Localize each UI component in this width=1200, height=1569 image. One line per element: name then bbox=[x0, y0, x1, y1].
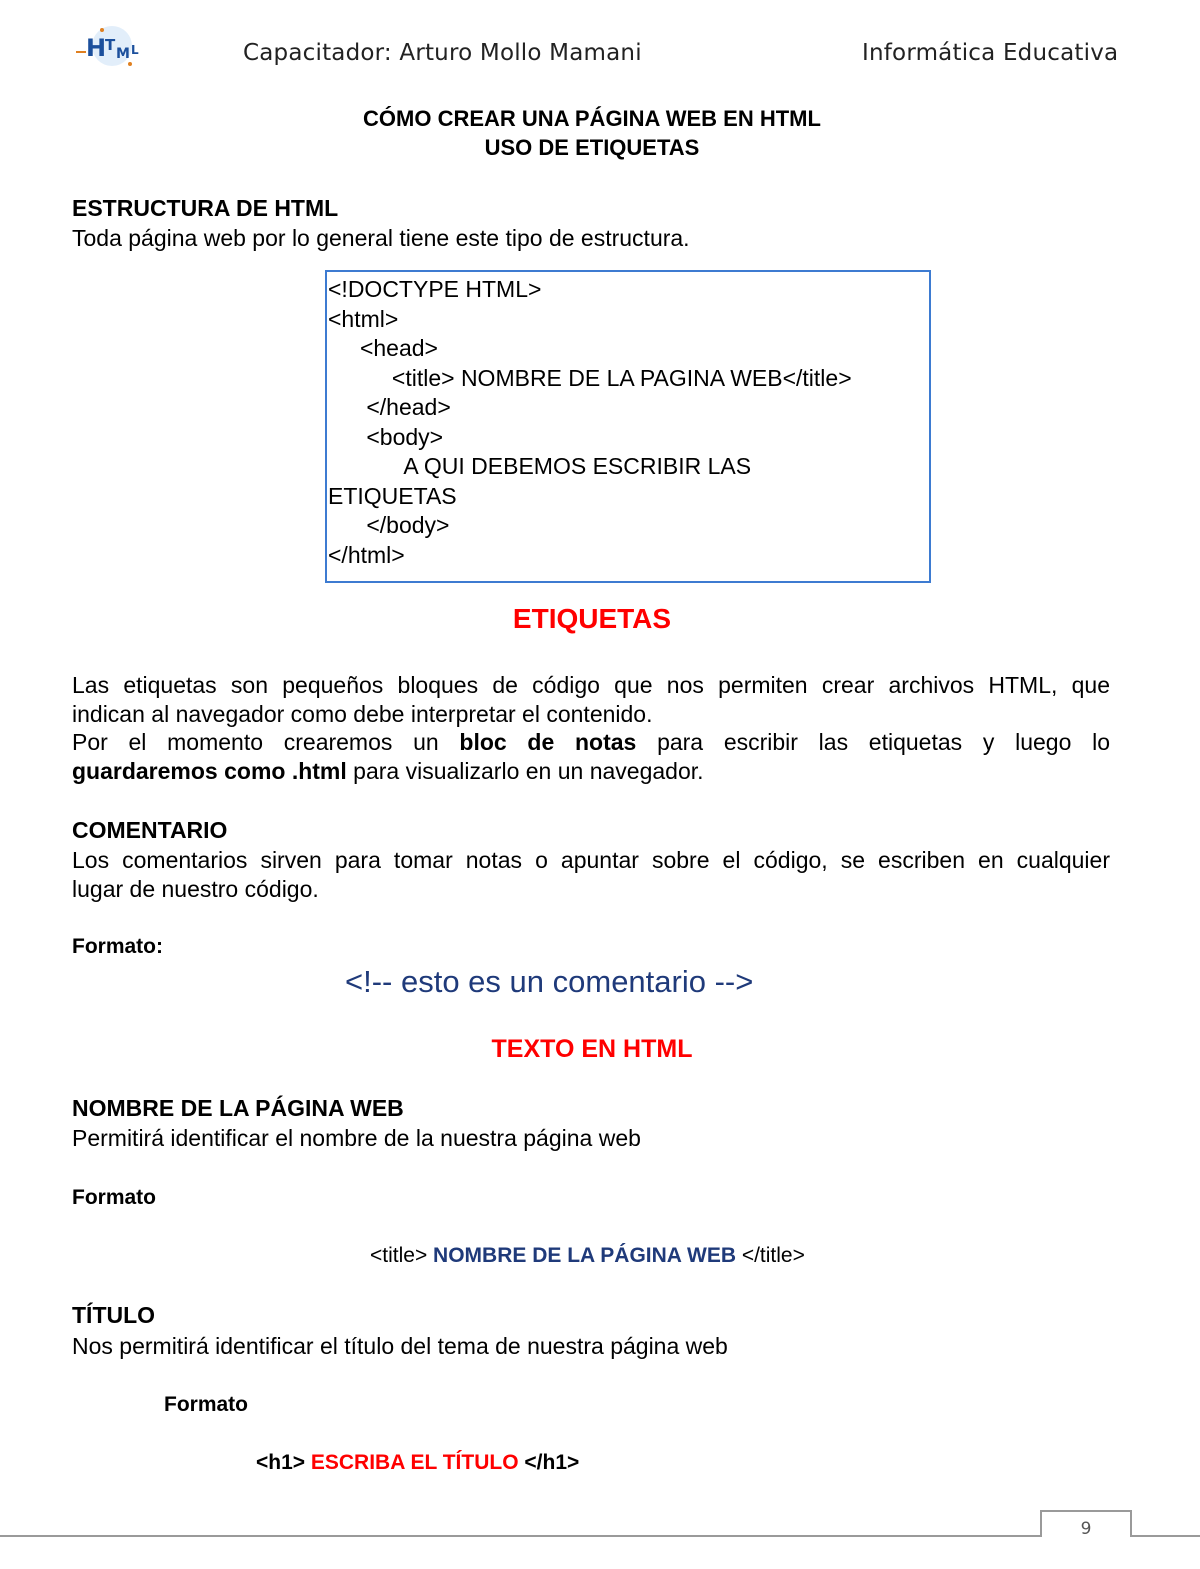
titulo-format-label: Formato bbox=[164, 1393, 248, 1416]
h1-tag-example bbox=[256, 1451, 579, 1475]
section-heading-titulo: TÍTULO bbox=[72, 1302, 156, 1328]
title-tag-example bbox=[370, 1244, 805, 1268]
code-line: </head> bbox=[328, 394, 451, 420]
section-heading-nombre-pagina: NOMBRE DE LA PÁGINA WEB bbox=[72, 1095, 404, 1121]
titulo-text: Nos permitirá identificar el título del tema de nuestra página web bbox=[72, 1333, 728, 1359]
svg-text:T: T bbox=[105, 36, 116, 54]
svg-text:H: H bbox=[86, 34, 107, 62]
text-run: Por el momento crearemos un bbox=[72, 729, 460, 755]
html-logo bbox=[72, 16, 150, 72]
code-line: ETIQUETAS bbox=[328, 482, 457, 509]
bold-text-run: bloc de notas bbox=[459, 729, 637, 755]
section-heading-estructura: ESTRUCTURA DE HTML bbox=[72, 195, 339, 221]
comment-example: <!-- esto es un comentario --> bbox=[345, 964, 754, 999]
etiquetas-paragraph-line2: indican al navegador como debe interpretar el contenido. bbox=[72, 701, 653, 727]
document-title: CÓMO CREAR UNA PÁGINA WEB EN HTML bbox=[363, 106, 821, 131]
etiquetas-paragraph-line3 bbox=[72, 728, 1110, 757]
svg-text:M: M bbox=[116, 46, 130, 62]
footer-rule bbox=[1132, 1535, 1200, 1537]
section-heading-texto-html: TEXTO EN HTML bbox=[491, 1035, 693, 1063]
code-line: A QUI DEBEMOS ESCRIBIR LAS bbox=[328, 453, 752, 479]
tag-open: <h1> bbox=[256, 1451, 311, 1474]
header-author: Capacitador: Arturo Mollo Mamani bbox=[243, 40, 642, 66]
tag-close: </h1> bbox=[518, 1451, 580, 1474]
header-course: Informática Educativa bbox=[862, 40, 1119, 66]
section-heading-comentario: COMENTARIO bbox=[72, 817, 228, 843]
tag-close: </title> bbox=[736, 1244, 805, 1267]
comentario-paragraph-line2: lugar de nuestro código. bbox=[72, 876, 319, 902]
tag-content: NOMBRE DE LA PÁGINA WEB bbox=[433, 1244, 736, 1267]
document-subtitle: USO DE ETIQUETAS bbox=[484, 135, 700, 160]
comentario-paragraph-line1: Los comentarios sirven para tomar notas o apuntar sobre el código, se escriben en cualquier bbox=[72, 847, 1110, 873]
comentario-format-label: Formato: bbox=[72, 935, 163, 958]
etiquetas-paragraph-line1: Las etiquetas son pequeños bloques de código que nos permiten crear archivos HTML, que bbox=[72, 672, 1110, 698]
code-line: <!DOCTYPE HTML> bbox=[328, 276, 542, 302]
code-line: <body> bbox=[328, 423, 444, 450]
tag-content: ESCRIBA EL TÍTULO bbox=[310, 1451, 519, 1474]
text-run: para escribir las etiquetas y luego lo bbox=[636, 729, 1110, 755]
code-line: <head> bbox=[328, 335, 438, 361]
code-structure-box bbox=[325, 270, 931, 583]
bold-text-run: guardaremos como .html bbox=[72, 758, 347, 784]
nombre-pagina-format-label: Formato bbox=[72, 1186, 156, 1209]
etiquetas-paragraph-line4 bbox=[72, 757, 704, 786]
code-line: <title> NOMBRE DE LA PAGINA WEB</title> bbox=[328, 364, 852, 391]
footer-rule bbox=[0, 1535, 1040, 1537]
section-heading-etiquetas: ETIQUETAS bbox=[512, 603, 672, 634]
estructura-text: Toda página web por lo general tiene este tipo de estructura. bbox=[72, 225, 690, 251]
nombre-pagina-text: Permitirá identificar el nombre de la nuestra página web bbox=[72, 1125, 641, 1151]
page-number: 9 bbox=[1040, 1510, 1132, 1537]
code-line: </html> bbox=[328, 541, 405, 568]
text-run: para visualizarlo en un navegador. bbox=[346, 758, 704, 784]
tag-open: <title> bbox=[370, 1244, 434, 1267]
code-line: </body> bbox=[328, 512, 450, 538]
code-line: <html> bbox=[328, 305, 399, 332]
svg-text:L: L bbox=[131, 43, 139, 57]
